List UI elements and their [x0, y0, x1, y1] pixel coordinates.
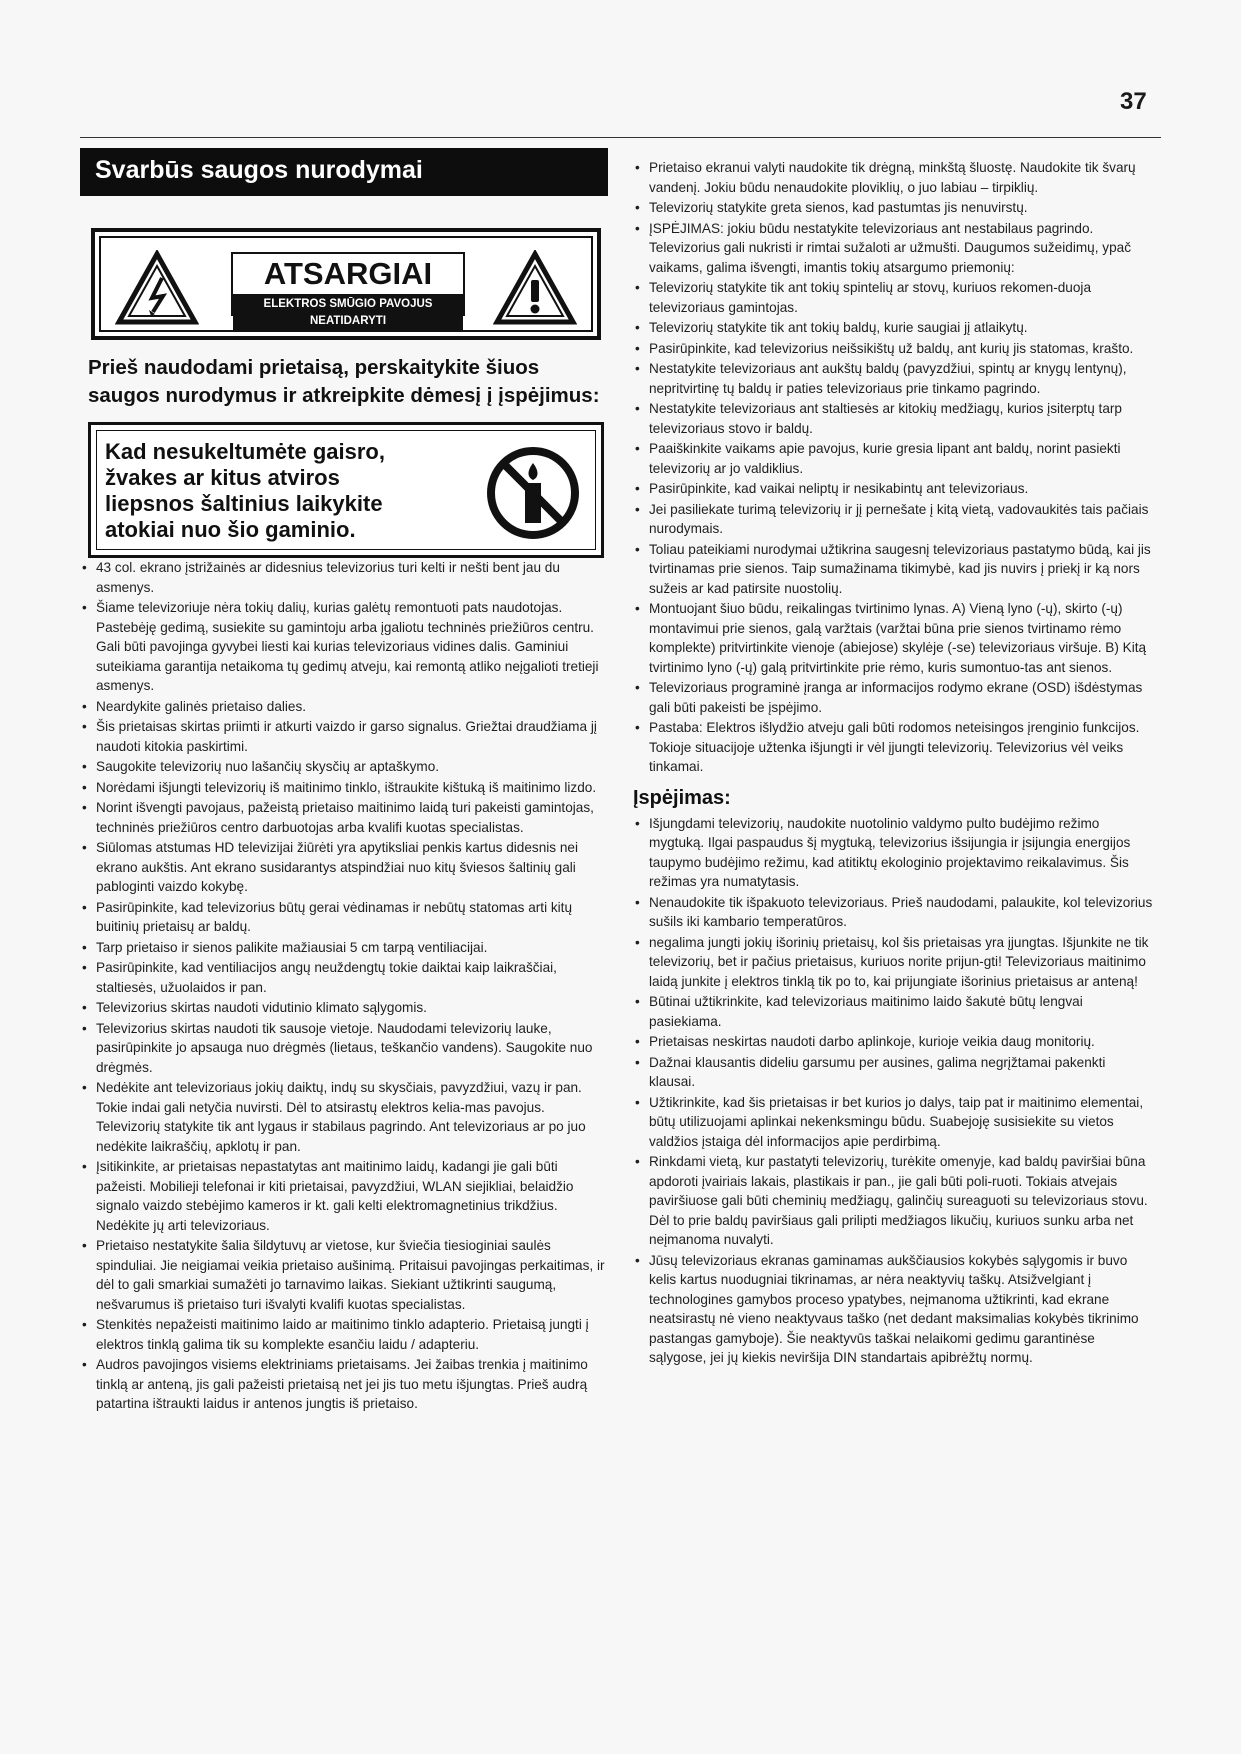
list-item: • Būtinai užtikrinkite, kad televizoriaus maitinimo laido šakutė būtų lengvai pasiekiama. — [633, 992, 1153, 1031]
list-item: • Prietaisas neskirtas naudoti darbo aplinkoje, kurioje veikia daug monitorių. — [633, 1032, 1153, 1052]
caution-title: ATSARGIAI — [233, 254, 463, 294]
list-item: • Audros pavojingos visiems elektriniams prietaisams. Jei žaibas trenkia į maitinimo tinklą ar anteną, jis gali pažeisti prietaisą net jei jis tuo metu išjungtas. Prieš audrą patartina ištraukti laidus ir antenos jungtis iš prietaiso. — [80, 1355, 608, 1414]
caution-line-2: NEATIDARYTI — [309, 315, 387, 327]
list-item: • Norėdami išjungti televizorių iš maitinimo tinklo, ištraukite kištuką iš maitinimo lizdo. — [80, 778, 608, 798]
list-item: • negalima jungti jokių išorinių prietaisų, kol šis prietaisas yra įjungtas. Išjunkite ne tik televizorių, bet ir pačius prietaisus, kuriuos norite prijun-gti! Televizoriaus maitinimo laidą junkite į elektros tinklą tik po to, kai prijungiate išorinius prietaisus ar anteną! — [633, 933, 1153, 992]
list-item: • Pasirūpinkite, kad televizorius neišsikištų už baldų, ant kurių jis statomas, krašto. — [633, 339, 1153, 359]
top-divider — [80, 137, 1161, 138]
caution-inner-frame — [99, 236, 593, 332]
list-item: • Jei pasiliekate turimą televizorių ir jį pernešate į kitą vietą, vadovaukitės tais pačiais nurodymais. — [633, 500, 1153, 539]
list-item: • Jūsų televizoriaus ekranas gaminamas aukščiausios kokybės sąlygomis ir buvo kelis kartus nuodugniai tikrinamas, ar nėra neaktyvių taškų. Atsižvelgiant į technologines gamybos proceso ypatybes, neįmanoma užtikrinti, kad ekrane neatsirastų nė vieno neaktyvaus taško (net dedant maksimalias kokybės tikrinimo pastangas gamyboje). Šie neaktyvūs taškai nelaikomi gedimu garantinėse sąlygose, jei jų kiekis neviršija DIN standartais apibrėžtų normų. — [633, 1251, 1153, 1368]
list-item: • Televizorius skirtas naudoti tik sausoje vietoje. Naudodami televizorių lauke, pasirūpinkite jo apsauga nuo drėgmės (lietaus, teškančio vandens). Saugokite nuo drėgmės. — [80, 1019, 608, 1078]
list-item: • Stenkitės nepažeisti maitinimo laido ar maitinimo tinklo adapterio. Prietaisą jungti į elektros tinklą galima tik su komplekte esančiu laidu / adapteriu. — [80, 1315, 608, 1354]
list-item: • Tarp prietaiso ir sienos palikite mažiausiai 5 cm tarpą ventiliacijai. — [80, 938, 608, 958]
list-item: • Neardykite galinės prietaiso dalies. — [80, 697, 608, 717]
caution-center-panel — [231, 252, 465, 327]
list-item: • Rinkdami vietą, kur pastatyti televizorių, turėkite omenyje, kad baldų paviršiai būna apdoroti įvairiais lakais, plastikais ir pan., jie gali būti poli-ruoti. Tokiais atvejais paviršiuose gali būti cheminių medžiagų, galinčių sureaguoti su televizoriaus stovu. Dėl to prie baldų paviršiaus gali prilipti medžiagos likučių, kuriuos sunku arba net neįmanoma nuvalyti. — [633, 1152, 1153, 1250]
list-item: • Pasirūpinkite, kad vaikai neliptų ir nesikabintų ant televizoriaus. — [633, 479, 1153, 499]
list-item: • Paaiškinkite vaikams apie pavojus, kurie gresia lipant ant baldų, norint pasiekti televizorių ar jo valdiklius. — [633, 439, 1153, 478]
left-column — [80, 148, 608, 1415]
read-instructions-heading: Prieš naudodami prietaisą, perskaitykite šiuos saugos nurodymus ir atkreipkite dėmesį į įspėjimus: — [88, 356, 600, 407]
exclamation-warning-icon — [493, 250, 577, 326]
list-item: • Nenaudokite tik išpakuoto televizoriaus. Prieš naudodami, palaukite, kol televizorius sušils iki kambario temperatūros. — [633, 893, 1153, 932]
list-item: • Nestatykite televizoriaus ant aukštų baldų (pavyzdžiui, spintų ar knygų lentynų), nepritvirtinę tų baldų ir paties televizoriaus prie tinkamo pagrindo. — [633, 359, 1153, 398]
right-column — [633, 158, 1153, 1369]
fire-warning-box — [88, 422, 604, 558]
warning-heading: Įspėjimas: — [633, 786, 731, 809]
list-item: • Televizorius skirtas naudoti vidutinio klimato sąlygomis. — [80, 998, 608, 1018]
caution-line-1: ELEKTROS SMŪGIO PAVOJUS — [263, 298, 433, 310]
caution-subtitle — [233, 294, 463, 332]
page-number: 37 — [1120, 88, 1147, 115]
left-safety-list — [80, 558, 608, 1414]
list-item: • Dažnai klausantis dideliu garsumu per ausines, galima negrįžtamai pakenkti klausai. — [633, 1053, 1153, 1092]
list-item: • Prietaiso nestatykite šalia šildytuvų ar vietose, kur šviečia tiesioginiai saulės spinduliai. Jie neigiamai veikia prietaiso aušinimą. Pritaisui pavojingas perkaitimas, ir dėl to gali smarkiai sumažėti jo tarnavimo laikas. Siekiant užtikrinti saugumą, nešvarumus iš prietaiso turi išvalyti kvalifi kuotas specialistas. — [80, 1236, 608, 1314]
fire-warning-inner-frame — [96, 430, 596, 550]
list-item: • Pastaba: Elektros išlydžio atveju gali būti rodomos neteisingos įrenginio funkcijos. Tokioje situacijoje užtenka išjungti ir vėl įjungti televizorių. Televizorius vėl veiks tinkamai. — [633, 718, 1153, 777]
electric-shock-warning-icon — [115, 250, 199, 326]
list-item: • Šiame televizoriuje nėra tokių dalių, kurias galėtų remontuoti pats naudotojas. Pastebėję gedimą, susiekite su gamintoju arba įgaliotu techninės priežiūros centru. Gali būti pavojinga gyvybei liesti kai kurias televizoriaus vidines dalis. Gaminiui suteikiama garantija netaikoma tų gedimų atveju, kai remontą atliko neįgalioti tretieji asmenys. — [80, 598, 608, 696]
section-title: Svarbūs saugos nurodymai — [80, 148, 608, 196]
right-safety-list — [633, 158, 1153, 777]
caution-label — [91, 228, 601, 340]
list-item: • Pasirūpinkite, kad televizorius būtų gerai vėdinamas ir nebūtų statomas arti kitų buitinių prietaisų ar baldų. — [80, 898, 608, 937]
list-item: • Televizorių statykite tik ant tokių spintelių ar stovų, kuriuos rekomen-duoja televizoriaus gamintojas. — [633, 278, 1153, 317]
fire-warning-text: Kad nesukeltumėte gaisro, žvakes ar kitus atviros liepsnos šaltinius laikykite atokiai nuo šio gaminio. — [105, 439, 385, 542]
list-item: • Šis prietaisas skirtas priimti ir atkurti vaizdo ir garso signalus. Griežtai draudžiama jį naudoti kitokia paskirtimi. — [80, 717, 608, 756]
list-item: • 43 col. ekrano įstrižainės ar didesnius televizorius turi kelti ir nešti bent jau du asmenys. — [80, 558, 608, 597]
list-item: • Televizorių statykite greta sienos, kad pastumtas jis nenuvirstų. — [633, 198, 1153, 218]
list-item: • Įsitikinkite, ar prietaisas nepastatytas ant maitinimo laidų, kadangi jie gali būti pažeisti. Mobilieji telefonai ir kiti prietaisai, pavyzdžiui, WLAN siejikliai, belaidžio signalo vaizdo stebėjimo kameros ir kt. gali kelti elektromagnetinius trikdžius. Nedėkite jų arti televizoriaus. — [80, 1157, 608, 1235]
warning-list — [633, 814, 1153, 1368]
list-item: • Pasirūpinkite, kad ventiliacijos angų neuždengtų tokie daiktai kaip laikraščiai, staltiesės, užuolaidos ir pan. — [80, 958, 608, 997]
list-item: • Prietaiso ekranui valyti naudokite tik drėgną, minkštą šluostę. Naudokite tik švarų vandenį. Jokiu būdu nenaudokite ploviklių, o juo labiau – tirpiklių. — [633, 158, 1153, 197]
list-item: • Nestatykite televizoriaus ant staltiesės ar kitokių medžiagų, kurios įsiterptų tarp televizoriaus stovo ir baldų. — [633, 399, 1153, 438]
no-candle-icon — [485, 445, 581, 541]
list-item: • Saugokite televizorių nuo lašančių skysčių ar aptaškymo. — [80, 757, 608, 777]
list-item: • Siūlomas atstumas HD televizijai žiūrėti yra apytiksliai penkis kartus didesnis nei ekrano aukštis. Ant ekrano susidarantys atspindžiai nuo kitų šviesos šaltinių gali pabloginti vaizdo kokybę. — [80, 838, 608, 897]
list-item: • Televizorių statykite tik ant tokių baldų, kurie saugiai jį atlaikytų. — [633, 318, 1153, 338]
list-item: • Montuojant šiuo būdu, reikalingas tvirtinimo lynas. A) Vieną lyno (-ų), skirto (-ų) montavimui prie sienos, galą varžtais (varžtai būna prie sienos tvirtinamo rėmo komplekte) pritvirtinkite vienoje (abiejose) skylėje (-se) televizoriaus viršuje. B) Kitą tvirtinimo lyno (-ų) galą pritvirtinkite prie rėmo, kuris sumontuo-tas ant sienos. — [633, 599, 1153, 677]
list-item: • Nedėkite ant televizoriaus jokių daiktų, indų su skysčiais, pavyzdžiui, vazų ir pan. Tokie indai gali netyčia nuvirsti. Dėl to atsirastų elektros kelia-mas pavojus. Televizorių statykite tik ant lygaus ir stabilaus pagrindo. Ant televizoriaus ar po juo nedėkite laikraščių, apklotų ir pan. — [80, 1078, 608, 1156]
list-item: • Išjungdami televizorių, naudokite nuotolinio valdymo pulto budėjimo režimo mygtuką. Ilgai paspaudus šį mygtuką, televizorius išsijungia ir įsijungia energijos taupymo budėjimo režimu, kad atitiktų ekologinio projektavimo reikalavimus. Šis režimas yra numatytasis. — [633, 814, 1153, 892]
list-item: • ĮSPĖJIMAS: jokiu būdu nestatykite televizoriaus ant nestabilaus pagrindo. Televizorius gali nukristi ir rimtai sužaloti ar užmušti. Daugumos sužeidimų, ypač vaikams, galima išvengti, imantis tokių atsargumo priemonių: — [633, 219, 1153, 278]
list-item: • Norint išvengti pavojaus, pažeistą prietaiso maitinimo laidą turi pakeisti gamintojas, techninės priežiūros centro darbuotojas arba kvalifi kuotas specialistas. — [80, 798, 608, 837]
list-item: • Užtikrinkite, kad šis prietaisas ir bet kurios jo dalys, taip pat ir maitinimo elementai, būtų utilizuojami aplinkai nekenksmingu būdu. Suabejoję susisiekite su vietos valdžios įstaiga dėl informacijos apie perdirbimą. — [633, 1093, 1153, 1152]
list-item: • Televizoriaus programinė įranga ar informacijos rodymo ekrane (OSD) išdėstymas gali būti pakeisti be įspėjimo. — [633, 678, 1153, 717]
list-item: • Toliau pateikiami nurodymai užtikrina saugesnį televizoriaus pastatymo būdą, kai jis tvirtinamas prie sienos. Taip sumažinama tikimybė, kad jis nuvirs į priekį ir ką nors sužeis ar kad patirsite nuostolių. — [633, 540, 1153, 599]
